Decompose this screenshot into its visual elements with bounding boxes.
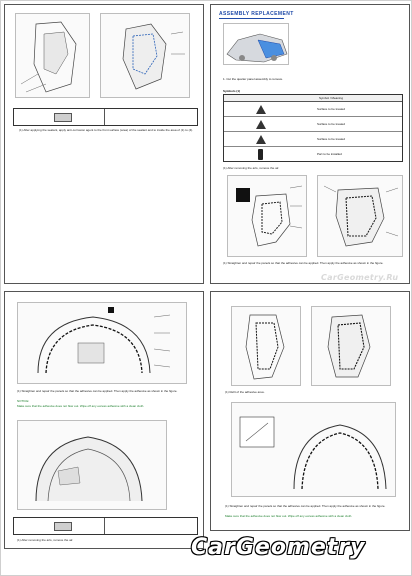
legend-row-2 <box>224 117 402 132</box>
section-title: ASSEMBLY REPLACEMENT <box>219 11 294 17</box>
legend-swatch-c <box>54 522 72 531</box>
wheel-arch-drawing-1 <box>18 303 188 385</box>
wheel-arch-figure-2 <box>17 420 167 510</box>
warning-triangle-icon <box>256 120 266 129</box>
panel-top-right <box>210 4 410 284</box>
warning-triangle-icon <box>256 105 266 114</box>
panel-bottom-right <box>210 291 410 531</box>
pillar-drawing-left <box>232 307 302 387</box>
legend-swatch-a <box>54 113 72 122</box>
brand-logo-text: CarGeometry <box>191 535 366 560</box>
wheel-arch-figure-3 <box>231 402 396 497</box>
symbols-label: Symbols (1) <box>223 89 241 93</box>
legend-header-text: Symbol / Meaning <box>319 96 344 100</box>
caption-c-1: (1) Straighten and repair the panels so that the adhesive can be applied. Then apply the adhesive as shown in the figure. <box>17 389 178 393</box>
legend-row-4 <box>224 147 402 162</box>
panel-bottom-left <box>4 291 204 549</box>
rear-panel-drawing-2 <box>101 14 191 99</box>
pillar-drawing-right <box>312 307 392 387</box>
legend-header <box>224 95 402 102</box>
caption-c-2: (1) After removing the arts, remove the air. <box>17 538 74 542</box>
car-body-drawing <box>224 24 290 66</box>
note-title-c: NOTICE: <box>17 399 30 403</box>
rear-panel-figure-2 <box>100 13 190 98</box>
rear-panel-figure-1 <box>15 13 90 98</box>
wheel-arch-figure-1 <box>17 302 187 384</box>
wheel-arch-drawing-3 <box>232 403 397 498</box>
watermark-top-right: CarGeometry.Ru <box>321 273 399 282</box>
quarter-panel-drawing-right <box>318 176 404 258</box>
legend-text-4: Part to be installed <box>317 152 342 156</box>
rear-panel-drawing-1 <box>16 14 91 99</box>
quarter-panel-drawing-left <box>228 176 308 258</box>
caption-a: (1) After applying the sealant, apply anti-corrosion agent to the front surface (area) of the sealant and to inside the area of (1) to (4). <box>19 128 194 132</box>
legend-text-3: Surface to be treated <box>317 137 346 141</box>
caption-d-1: (1) Refit of the adhesive area. <box>225 390 265 394</box>
legend-text-2: Surface to be treated <box>317 122 346 126</box>
title-underline <box>219 18 284 19</box>
legend-divider-c <box>104 518 105 534</box>
wheel-arch-drawing-2 <box>18 421 168 511</box>
caption-b-bottom: (1) Straighten and repair the panels so that the adhesive can be applied. Then apply the adhesive as shown in the figure. <box>223 261 384 265</box>
pillar-figure-right <box>311 306 391 386</box>
legend-divider-a <box>104 109 105 125</box>
caption-d-2: (1) Straighten and repair the panels so that the adhesive can be applied. Then apply the adhesive as shown in the figure. <box>225 504 386 508</box>
legend-row-1 <box>224 102 402 117</box>
caption-b-mid: (1) After removing the arts, remove the air. <box>223 166 280 170</box>
note-text-c: Make sure that the adhesive does not flow out. Wipe off any excess adhesive with a clean cloth. <box>17 404 145 408</box>
warning-triangle-icon <box>256 135 266 144</box>
legend-text-1: Surface to be treated <box>317 107 346 111</box>
legend-table-a <box>13 108 198 126</box>
quarter-panel-figure-right <box>317 175 403 257</box>
quarter-panel-figure-left <box>227 175 307 257</box>
panel-top-left <box>4 4 204 284</box>
pillar-figure-left <box>231 306 301 386</box>
legend-table-c <box>13 517 198 535</box>
legend-table-b <box>223 94 403 162</box>
pen-icon <box>258 149 263 160</box>
car-body-figure <box>223 23 289 65</box>
step-text: 1. Cut the quarter panel assembly to remove. <box>223 77 284 81</box>
legend-row-3 <box>224 132 402 147</box>
note-text-d: Make sure that the adhesive does not flow out. Wipe off any excess adhesive with a clean cloth. <box>225 514 353 518</box>
